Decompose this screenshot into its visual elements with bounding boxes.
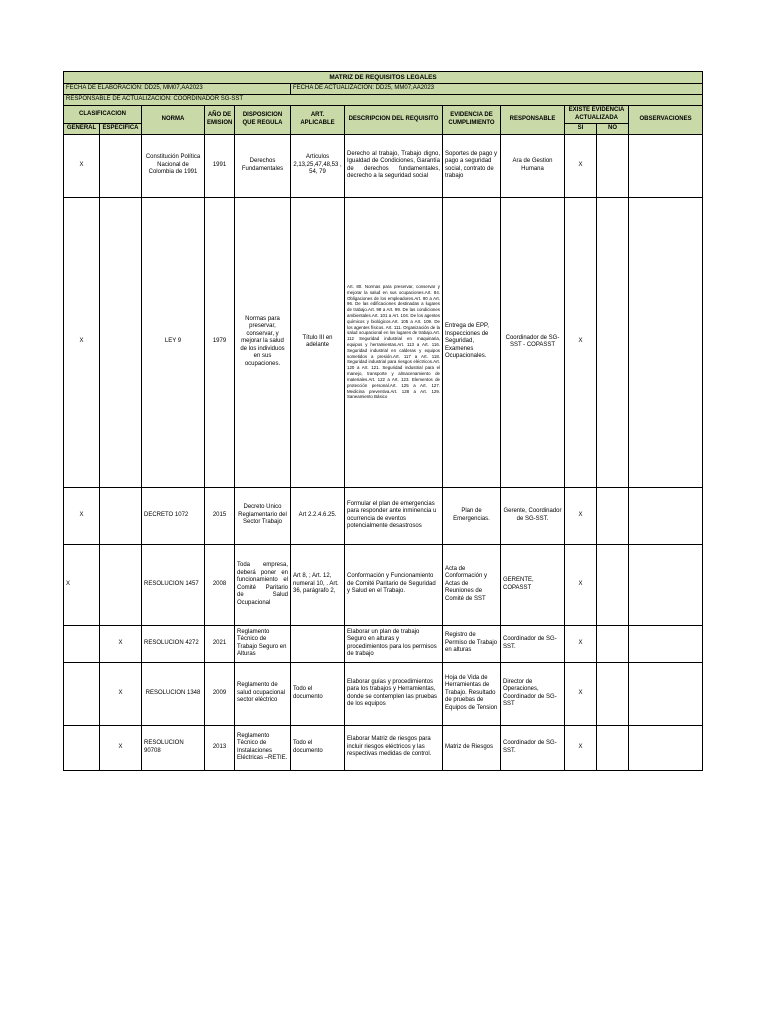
cell-general: X: [64, 544, 100, 625]
cell-norma: DECRETO 1072: [142, 487, 205, 544]
cell-disposicion: Toda empresa, deberá poner en funcionamiento el Comité Paritario de Salud Ocupacional: [235, 544, 291, 625]
cell-si: X: [565, 197, 597, 487]
cell-anio: 2008: [205, 544, 235, 625]
header-responsable: RESPONSABLE: [501, 106, 565, 135]
cell-norma: LEY 9: [142, 197, 205, 487]
cell-descripcion: Elaborar Matriz de riesgos para incluir riesgos eléctricos y las respectivas medidas de control.: [345, 725, 443, 770]
cell-observaciones: [629, 134, 703, 197]
cell-si: X: [565, 544, 597, 625]
cell-general: [64, 625, 100, 662]
cell-no: [597, 134, 629, 197]
cell-disposicion: Reglamento Técnico de Trabajo Seguro en Alturas: [235, 625, 291, 662]
cell-responsable: Coordinador de SG-SST.: [501, 625, 565, 662]
cell-descripcion: Elaborar guías y procedimientos para los trabajos y Herramientas, donde se contemplen las pruebas de los equipos: [345, 662, 443, 725]
header-general: GENERAL: [64, 124, 100, 135]
cell-descripcion: Formular el plan de emergencias para responder ante inminencia u ocurrencia de eventos potencialmente desastrosos: [345, 487, 443, 544]
cell-art: Todo el documento: [291, 662, 345, 725]
header-anio: AÑO DE EMISION: [205, 106, 235, 135]
cell-anio: 2013: [205, 725, 235, 770]
cell-no: [597, 725, 629, 770]
cell-anio: 2015: [205, 487, 235, 544]
cell-si: X: [565, 725, 597, 770]
cell-art: Artículos 2,13,25,47,48,53 , 54, 79: [291, 134, 345, 197]
cell-observaciones: [629, 725, 703, 770]
cell-general: X: [64, 134, 100, 197]
cell-observaciones: [629, 197, 703, 487]
cell-especifica: [100, 487, 142, 544]
header-clasificacion: CLASIFICACION: [64, 106, 142, 124]
header-no: NO: [597, 124, 629, 135]
cell-evidencia: Soportes de pago y pago a seguridad social, contrato de trabajo: [443, 134, 501, 197]
table-row: [64, 134, 703, 197]
cell-si: X: [565, 625, 597, 662]
sheet-title: MATRIZ DE REQUISITOS LEGALES: [64, 72, 703, 84]
header-disposicion: DISPOSICION QUE REGULA: [235, 106, 291, 135]
cell-evidencia: Entrega de EPP, Inspecciones de Seguridad, Examenes Ocupacionales.: [443, 197, 501, 487]
cell-especifica: X: [100, 725, 142, 770]
cell-art: Art 2.2.4.6.25.: [291, 487, 345, 544]
table-row: [64, 662, 703, 725]
cell-responsable: Coordinador de SG-SST.: [501, 725, 565, 770]
header-si: SI: [565, 124, 597, 135]
cell-art: Art 8, ; Art. 12, numeral 10, . Art. 36, parágrafo 2,: [291, 544, 345, 625]
header-observaciones: OBSERVACIONES: [629, 106, 703, 135]
cell-descripcion: Elaborar un plan de trabajo Seguro en alturas y procedimientos para los permisos de trabajo: [345, 625, 443, 662]
cell-norma: RESOLUCION 1348: [142, 662, 205, 725]
cell-especifica: X: [100, 625, 142, 662]
cell-anio: 1979: [205, 197, 235, 487]
cell-observaciones: [629, 625, 703, 662]
header-norma: NORMA: [142, 106, 205, 135]
cell-evidencia: Registro de Permiso de Trabajo en alturas: [443, 625, 501, 662]
cell-descripcion: Art. 80. Normas para preservar, conservar y mejorar la salud en sus ocupaciones.Art. 84. Obligaciones de los empleadores.Art. 90 a Art. 96. De las edificaciones destinadas a lugares de trabajo.Art. 98 a Art. 99. De las condiciones ambientales.Art. 101 a Art. 104. De los agentes químicos y biológicos.Art. 105 a Art. 109. De los agentes físicos. Art. 111. Organización de la salud ocupacional en los lugares de trabajo.Art. 112 Seguridad industrial en maquinaria, equipos y herramientas.Art. 113 a Art. 116. Seguridad industrial en calderas y equipos sometidos a presión.Art. 117 a Art. 118. Seguridad industrial para riesgos eléctricos.Art. 120 a Art. 121. Seguridad industrial para el manejo, transporte y almacenamiento de materiales.Art. 122 a Art. 123. Elementos de protección personal.Art. 125 a Art. 127. Medicina preventiva.Art. 128 a Art. 129. Saneamiento Básico: [345, 197, 443, 487]
cell-especifica: X: [100, 662, 142, 725]
table-row: [64, 197, 703, 487]
cell-no: [597, 197, 629, 487]
cell-art: Todo el documento: [291, 725, 345, 770]
cell-disposicion: Derechos Fundamentales: [235, 134, 291, 197]
cell-art: Título III en adelante: [291, 197, 345, 487]
table-row: [64, 625, 703, 662]
header-evidencia: EVIDENCIA DE CUMPLIMIENTO: [443, 106, 501, 135]
header-especifica: ESPECIFICA: [100, 124, 142, 135]
table-row: [64, 725, 703, 770]
cell-general: [64, 662, 100, 725]
cell-general: X: [64, 197, 100, 487]
fecha-elaboracion: FECHA DE ELABORACION: DD25, MM07,AA2023: [64, 84, 291, 95]
table-row: [64, 487, 703, 544]
cell-no: [597, 625, 629, 662]
cell-evidencia: Plan de Emergencias.: [443, 487, 501, 544]
cell-responsable: Gerente, Coordinador de SG-SST.: [501, 487, 565, 544]
cell-observaciones: [629, 544, 703, 625]
cell-responsable: Ara de Gestion Humana: [501, 134, 565, 197]
cell-no: [597, 662, 629, 725]
table-row: [64, 544, 703, 625]
header-existe-evidencia: EXISTE EVIDENCIA ACTUALIZADA: [565, 106, 629, 124]
cell-anio: 2009: [205, 662, 235, 725]
cell-responsable: GERENTE, COPASST: [501, 544, 565, 625]
cell-evidencia: Acta de Conformación y Actas de Reuniones de Comité de SST: [443, 544, 501, 625]
cell-especifica: [100, 134, 142, 197]
cell-general: [64, 725, 100, 770]
cell-norma: RESOLUCION 1457: [142, 544, 205, 625]
cell-observaciones: [629, 662, 703, 725]
cell-general: X: [64, 487, 100, 544]
header-art: ART. APLICABLE: [291, 106, 345, 135]
cell-art: [291, 625, 345, 662]
cell-observaciones: [629, 487, 703, 544]
cell-anio: 1991: [205, 134, 235, 197]
cell-norma: Constitución Política Nacional de Colombia de 1991: [142, 134, 205, 197]
legal-requirements-table: [63, 71, 703, 771]
cell-descripcion: Derecho al trabajo, Trabajo digno, Igualdad de Condiciones, Garantía de derechos fundamentales, decrecho a la seguridad social: [345, 134, 443, 197]
cell-evidencia: Matriz de Riesgos: [443, 725, 501, 770]
cell-disposicion: Decreto Unico Reglamentario del Sector Trabajo: [235, 487, 291, 544]
cell-si: X: [565, 662, 597, 725]
cell-evidencia: Hoja de Vida de Herramientas de Trabajo. Resultado de pruebas de Equipos de Tension: [443, 662, 501, 725]
cell-disposicion: Reglamento de salud ocupacional sector eléctrico: [235, 662, 291, 725]
cell-especifica: [100, 544, 142, 625]
cell-responsable: Director de Operaciones, Coordinador de SG-SST: [501, 662, 565, 725]
cell-especifica: [100, 197, 142, 487]
fecha-actualizacion: FECHA DE ACTUALIZACION: DD25, MM07,AA2023: [291, 84, 703, 95]
cell-anio: 2021: [205, 625, 235, 662]
cell-responsable: Coordinador de SG-SST - COPASST: [501, 197, 565, 487]
cell-disposicion: Reglamento Técnico de Instalaciones Eléctricas –RETIE.: [235, 725, 291, 770]
header-descripcion: DESCRIPCION DEL REQUISITO: [345, 106, 443, 135]
cell-no: [597, 487, 629, 544]
responsable-actualizacion: RESPONSABLE DE ACTUALIZACION: COORDINADOR SG-SST: [64, 95, 703, 106]
cell-disposicion: Normas para preservar, conservar, y mejorar la salud de los individuos en sus ocupaciones.: [235, 197, 291, 487]
cell-no: [597, 544, 629, 625]
cell-descripcion: Conformación y Funcionamiento de Comité Paritario de Seguridad y Salud en el Trabajo.: [345, 544, 443, 625]
cell-norma: RESOLUCION 4272: [142, 625, 205, 662]
cell-norma: RESOLUCION 90708: [142, 725, 205, 770]
cell-si: X: [565, 134, 597, 197]
cell-si: X: [565, 487, 597, 544]
